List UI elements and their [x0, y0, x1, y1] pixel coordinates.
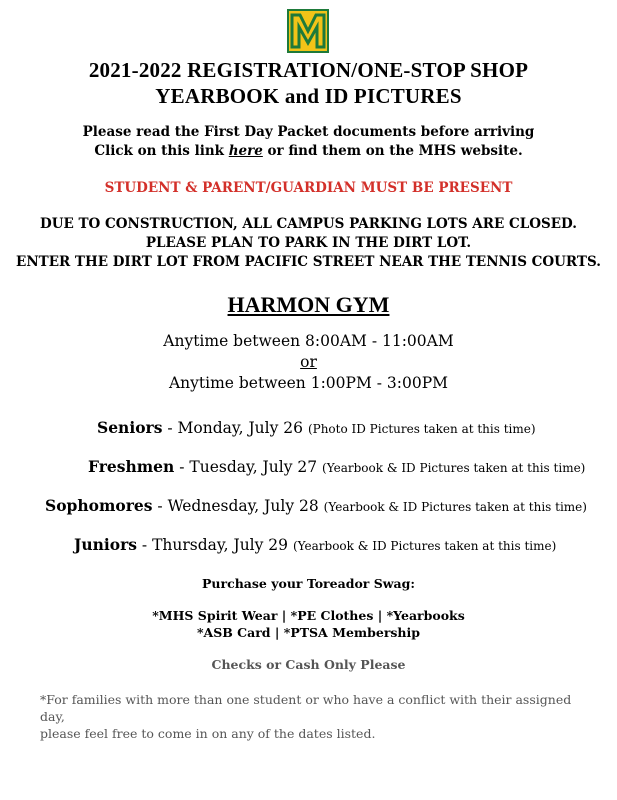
intro-line2-post: or find them on the MHS website. — [262, 143, 523, 159]
schedule-sophomores — [45, 496, 587, 515]
schedule-note: (Yearbook & ID Pictures taken at this time) — [322, 461, 586, 475]
swag-line2: *ASB Card | *PTSA Membership — [196, 625, 421, 640]
first-day-packet-link[interactable]: here — [228, 143, 263, 159]
schedule-freshmen — [88, 457, 585, 476]
location-heading: HARMON GYM — [227, 292, 390, 317]
time-or: or — [300, 353, 317, 371]
schedule-class: Sophomores — [45, 496, 153, 515]
schedule-juniors — [74, 535, 556, 554]
schedule-seniors — [97, 418, 536, 437]
swag-line1: *MHS Spirit Wear | *PE Clothes | *Yearbooks — [152, 608, 465, 623]
time-morning: Anytime between 8:00AM - 11:00AM — [163, 332, 454, 350]
intro-line1: Please read the First Day Packet documents before arriving — [82, 124, 535, 140]
construction-line3: ENTER THE DIRT LOT FROM PACIFIC STREET NEAR THE TENNIS COURTS. — [16, 254, 601, 270]
schedule-class: Seniors — [97, 418, 163, 437]
footnote — [40, 691, 600, 742]
schedule-day: - Tuesday, July 27 — [174, 458, 323, 476]
schedule-class: Freshmen — [88, 457, 175, 476]
time-afternoon: Anytime between 1:00PM - 3:00PM — [168, 374, 449, 392]
swag-heading: Purchase your Toreador Swag: — [202, 576, 415, 591]
schedule-day: - Monday, July 26 — [162, 419, 308, 437]
schedule-class: Juniors — [74, 535, 137, 554]
schedule-note: (Photo ID Pictures taken at this time) — [307, 422, 536, 436]
footnote-line2: please feel free to come in on any of the dates listed. — [40, 726, 376, 741]
footnote-line1: *For families with more than one student or who have a conflict with their assigned day, — [40, 692, 572, 724]
schedule-day: - Wednesday, July 28 — [152, 497, 324, 515]
mhs-logo — [287, 9, 329, 53]
schedule-note: (Yearbook & ID Pictures taken at this time) — [292, 539, 557, 553]
presence-notice: STUDENT & PARENT/GUARDIAN MUST BE PRESENT — [104, 180, 513, 196]
construction-line1: DUE TO CONSTRUCTION, ALL CAMPUS PARKING LOTS ARE CLOSED. — [40, 216, 577, 232]
page-title-line1: 2021-2022 REGISTRATION/ONE-STOP SHOP — [88, 58, 529, 82]
payment-note: Checks or Cash Only Please — [211, 657, 406, 672]
schedule-day: - Thursday, July 29 — [137, 536, 293, 554]
intro-line2-pre: Click on this link — [94, 143, 229, 159]
page-title-line2: YEARBOOK and ID PICTURES — [155, 84, 462, 108]
intro-line2 — [0, 143, 617, 159]
construction-line2: PLEASE PLAN TO PARK IN THE DIRT LOT. — [145, 235, 472, 251]
schedule-note: (Yearbook & ID Pictures taken at this time) — [323, 500, 587, 514]
